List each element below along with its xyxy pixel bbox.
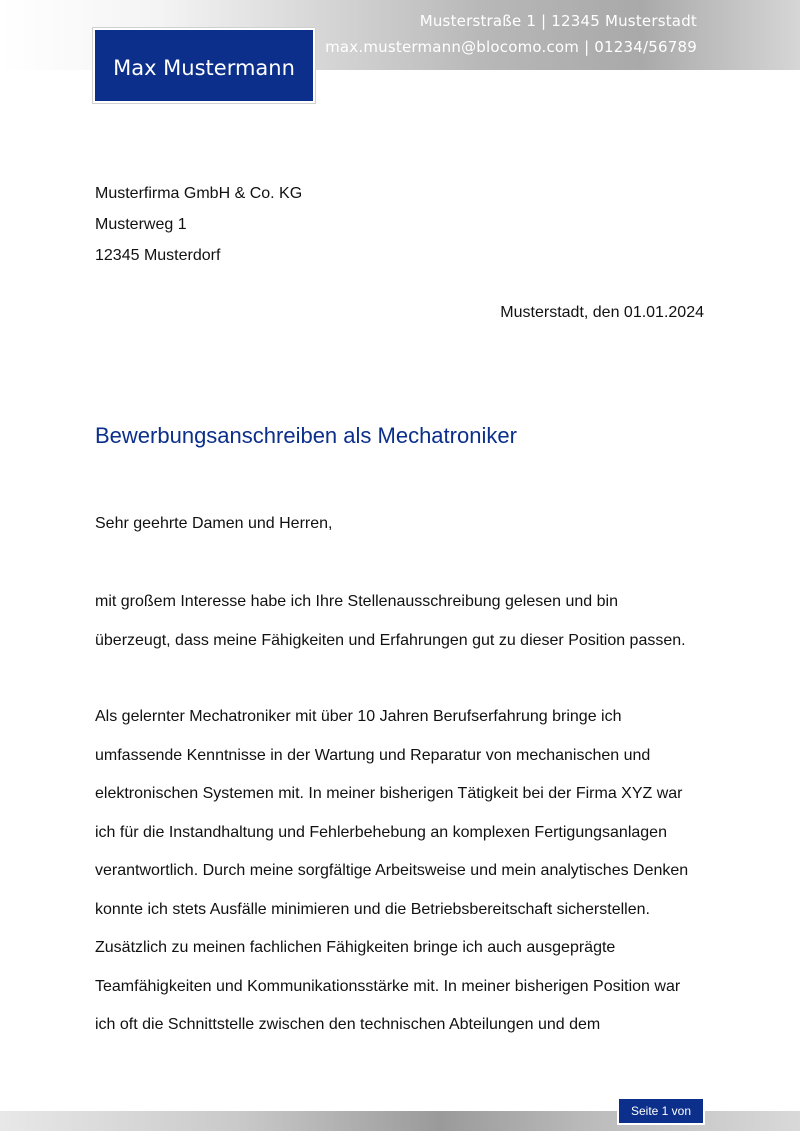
text-line: mit großem Interesse habe ich Ihre Stellenausschreibung gelesen und bin xyxy=(95,593,618,610)
text-line: Teamfähigkeiten und Kommunikationsstärke mit. In meiner bisherigen Position war xyxy=(95,977,681,995)
recipient-company: Musterfirma GmbH & Co. KG xyxy=(95,185,303,202)
salutation: Sehr geehrte Damen und Herren, xyxy=(95,515,333,532)
text-line: überzeugt, dass meine Fähigkeiten und Erfahrungen gut zu dieser Position passen. xyxy=(95,631,686,649)
sender-name: Max Mustermann xyxy=(113,56,295,80)
text-line: ich oft die Schnittstelle zwischen den technischen Abteilungen und dem xyxy=(95,1016,601,1033)
page-number-badge: Seite 1 von xyxy=(617,1097,705,1125)
text-line: Zusätzlich zu meinen fachlichen Fähigkeiten bringe ich auch ausgeprägte xyxy=(95,939,616,956)
text-line: ich für die Instandhaltung und Fehlerbehebung an komplexen Fertigungsanlagen xyxy=(95,823,667,841)
paragraph-1 xyxy=(95,583,715,660)
recipient-street: Musterweg 1 xyxy=(95,216,187,233)
name-box xyxy=(93,28,315,103)
text-line: konnte ich stets Ausfälle minimieren und die Betriebsbereitschaft sicherstellen. xyxy=(95,900,650,918)
text-line: Als gelernter Mechatroniker mit über 10 Jahren Berufserfahrung bringe ich xyxy=(95,708,622,725)
text-line: elektronischen Systemen mit. In meiner bisherigen Tätigkeit bei der Firma XYZ war xyxy=(95,785,683,802)
recipient-address xyxy=(95,178,302,271)
recipient-city: 12345 Musterdorf xyxy=(95,247,221,264)
header-address: Musterstraße 1 | 12345 Musterstadt xyxy=(419,12,697,30)
text-line: verantwortlich. Durch meine sorgfältige Arbeitsweise und mein analytisches Denken xyxy=(95,862,689,879)
paragraph-2 xyxy=(95,698,715,1045)
header-contact: max.mustermann@blocomo.com | 01234/56789 xyxy=(325,38,697,56)
text-line: umfassende Kenntnisse in der Wartung und Reparatur von mechanischen und xyxy=(95,746,651,764)
letter-subject: Bewerbungsanschreiben als Mechatroniker xyxy=(95,423,517,448)
letter-date: Musterstadt, den 01.01.2024 xyxy=(500,304,704,321)
